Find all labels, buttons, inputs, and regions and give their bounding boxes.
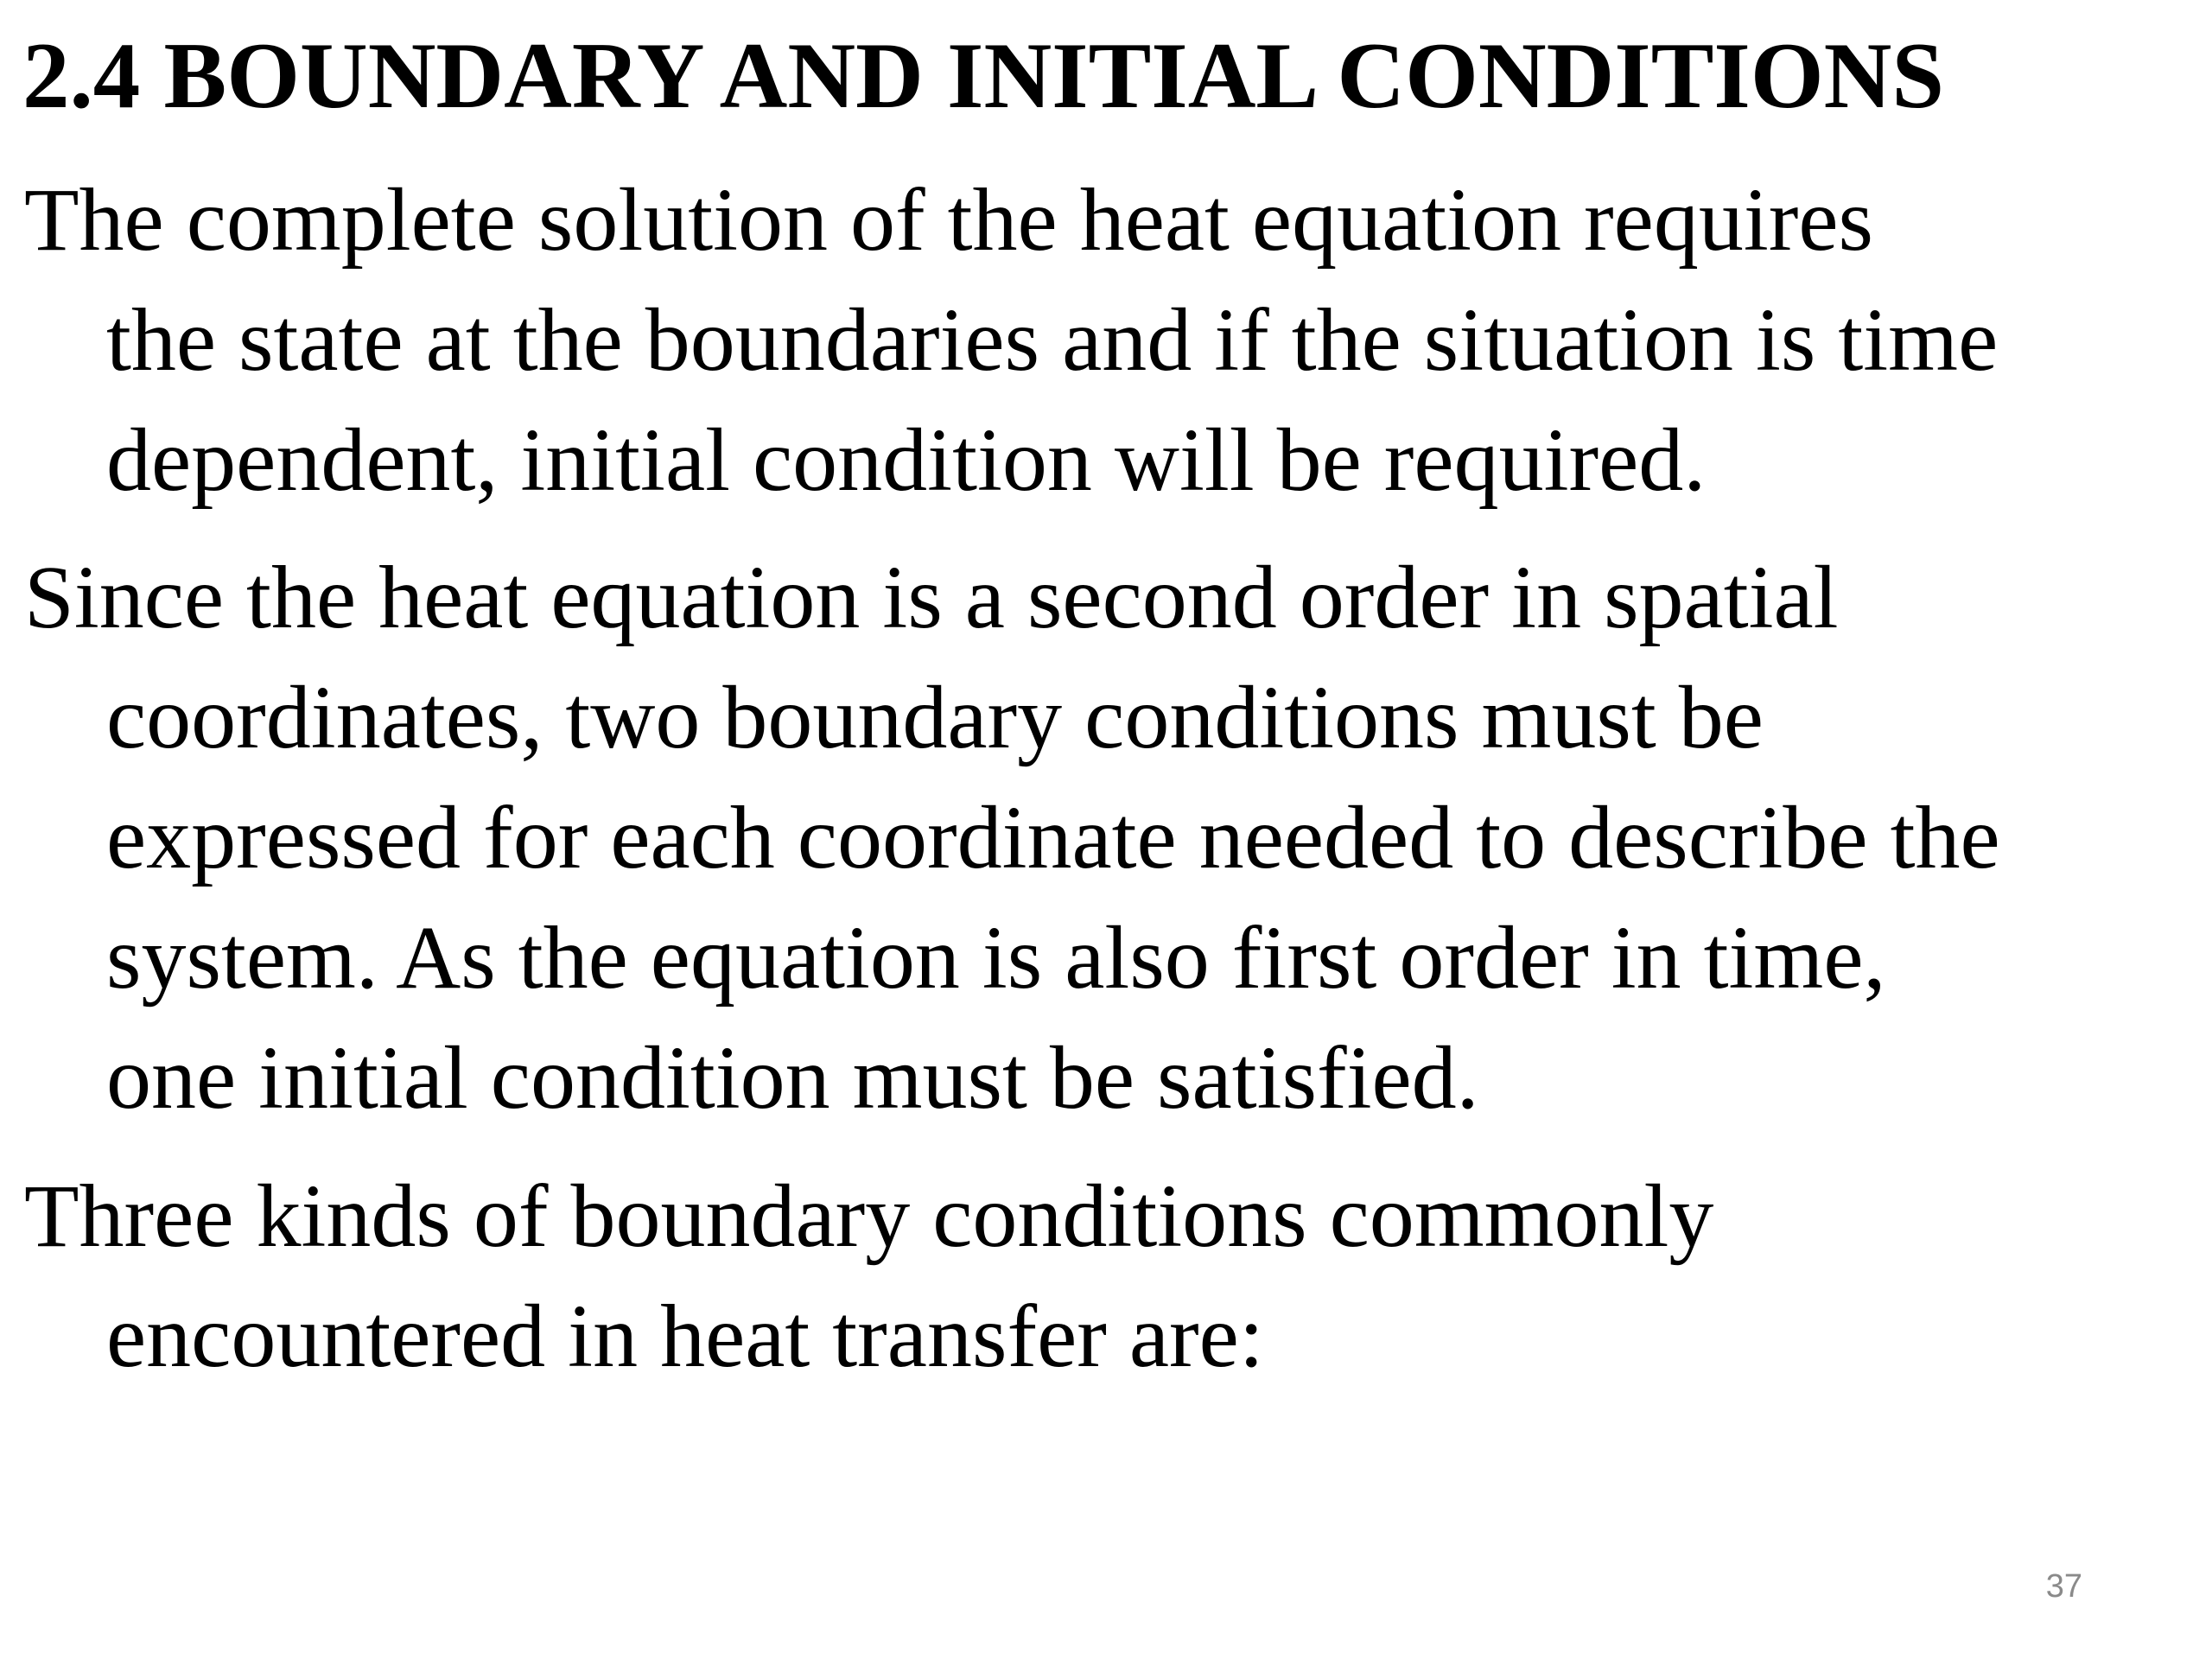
paragraph-line: expressed for each coordinate needed to describe the xyxy=(106,788,2000,887)
paragraph-line: system. As the equation is also first order in time, xyxy=(106,908,1886,1007)
paragraph-second-order xyxy=(24,537,2210,1138)
paragraph-line: dependent, initial condition will be required. xyxy=(106,410,1707,510)
paragraph-line: one initial condition must be satisfied. xyxy=(106,1028,1479,1128)
page-number: 37 xyxy=(2045,1568,2082,1605)
paragraph-line: encountered in heat transfer are: xyxy=(106,1287,1264,1386)
paragraph-three-kinds xyxy=(24,1156,2210,1396)
slide-title: 2.4 BOUNDARY AND INITIAL CONDITIONS xyxy=(22,23,1944,128)
paragraph-line: The complete solution of the heat equation requires xyxy=(24,170,1873,270)
paragraph-heat-equation-solution xyxy=(24,160,2210,520)
paragraph-line: coordinates, two boundary conditions must be xyxy=(106,668,1764,767)
paragraph-line: the state at the boundaries and if the situation is time xyxy=(106,290,1999,390)
paragraph-line: Three kinds of boundary conditions commonly xyxy=(24,1166,1714,1266)
paragraph-line: Since the heat equation is a second order in spatial xyxy=(24,548,1839,647)
